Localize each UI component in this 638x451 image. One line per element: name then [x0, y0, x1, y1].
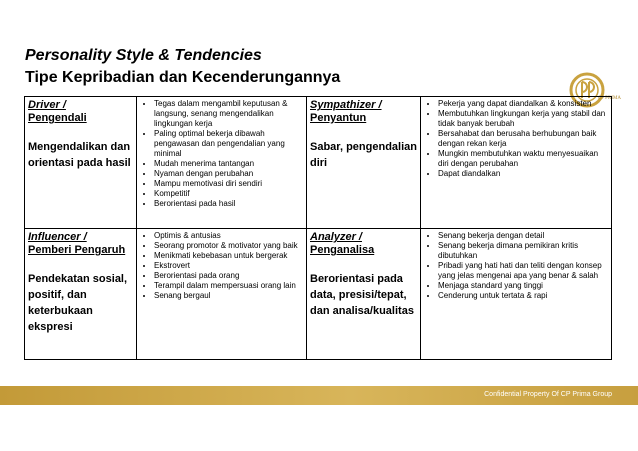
list-item: • Bersahabat dan berusaha berhubungan baik dengan rekan kerja — [438, 129, 608, 149]
style-cell-analyzer — [307, 229, 421, 360]
style-description: Sabar, pengendalian diri — [310, 141, 417, 169]
list-item: • Berorientasi pada hasil — [154, 199, 303, 209]
list-item: • Terampil dalam mempersuasi orang lain — [154, 281, 303, 291]
list-item: • Menjaga standard yang tinggi — [438, 281, 608, 291]
style-sub: Pemberi Pengaruh — [28, 244, 126, 256]
list-item: • Pekerja yang dapat diandalkan & konsisten — [438, 99, 608, 109]
style-name: Analyzer / — [310, 231, 362, 243]
style-sub: Penyantun — [310, 112, 367, 124]
list-item: • Membutuhkan lingkungan kerja yang stabil dan tidak banyak berubah — [438, 109, 608, 129]
list-item: • Senang bekerja dimana pemikiran kritis dibutuhkan — [438, 241, 608, 261]
list-item: • Senang bekerja dengan detail — [438, 231, 608, 241]
list-item: • Kompetitif — [154, 189, 303, 199]
list-item: • Dapat diandalkan — [438, 169, 608, 179]
logo-text: CP PRIMA — [598, 96, 622, 101]
list-item: • Mampu memotivasi diri sendiri — [154, 179, 303, 189]
slide-subtitle: Tipe Kepribadian dan Kecenderungannya — [25, 69, 341, 86]
list-item: • Seorang promotor & motivator yang baik — [154, 241, 303, 251]
personality-table — [24, 96, 612, 360]
style-description: Pendekatan sosial, positif, dan keterbukaan ekspresi — [28, 273, 128, 333]
list-item: • Pribadi yang hati hati dan teliti dengan konsep yang jelas mengenai apa yang benar & salah — [438, 261, 608, 281]
style-name: Sympathizer / — [310, 99, 382, 111]
style-cell-driver — [25, 97, 137, 229]
footer-text: Confidential Property Of CP Prima Group — [484, 391, 612, 398]
style-cell-influencer — [25, 229, 137, 360]
table-row — [25, 229, 612, 360]
traits-list — [140, 99, 303, 209]
style-description: Berorientasi pada data, presisi/tepat, dan analisa/kualitas — [310, 273, 414, 317]
traits-list — [424, 231, 608, 301]
traits-cell-sympathizer — [421, 97, 612, 229]
table-row — [25, 97, 612, 229]
list-item: • Tegas dalam mengambil keputusan & langsung, senang mengendalikan lingkungan kerja — [154, 99, 303, 129]
list-item: • Ekstrovert — [154, 261, 303, 271]
list-item: • Menikmati kebebasan untuk bergerak — [154, 251, 303, 261]
style-sub: Penganalisa — [310, 244, 375, 256]
list-item: • Nyaman dengan perubahan — [154, 169, 303, 179]
traits-cell-influencer — [137, 229, 307, 360]
slide-title: Personality Style & Tendencies — [25, 47, 262, 64]
list-item: • Senang bergaul — [154, 291, 303, 301]
list-item: • Paling optimal bekerja dibawah pengawasan dan pengendalian yang minimal — [154, 129, 303, 159]
list-item: • Berorientasi pada orang — [154, 271, 303, 281]
style-name: Influencer / — [28, 231, 87, 243]
list-item: • Cenderung untuk tertata & rapi — [438, 291, 608, 301]
traits-list — [424, 99, 608, 179]
footer-band — [0, 386, 638, 405]
style-name: Driver / — [28, 99, 66, 111]
style-cell-sympathizer — [307, 97, 421, 229]
traits-list — [140, 231, 303, 301]
traits-cell-analyzer — [421, 229, 612, 360]
traits-cell-driver — [137, 97, 307, 229]
list-item: • Mungkin membutuhkan waktu menyesuaikan diri dengan perubahan — [438, 149, 608, 169]
style-sub: Pengendali — [28, 112, 87, 124]
list-item: • Optimis & antusias — [154, 231, 303, 241]
list-item: • Mudah menerima tantangan — [154, 159, 303, 169]
style-description: Mengendalikan dan orientasi pada hasil — [28, 141, 131, 169]
